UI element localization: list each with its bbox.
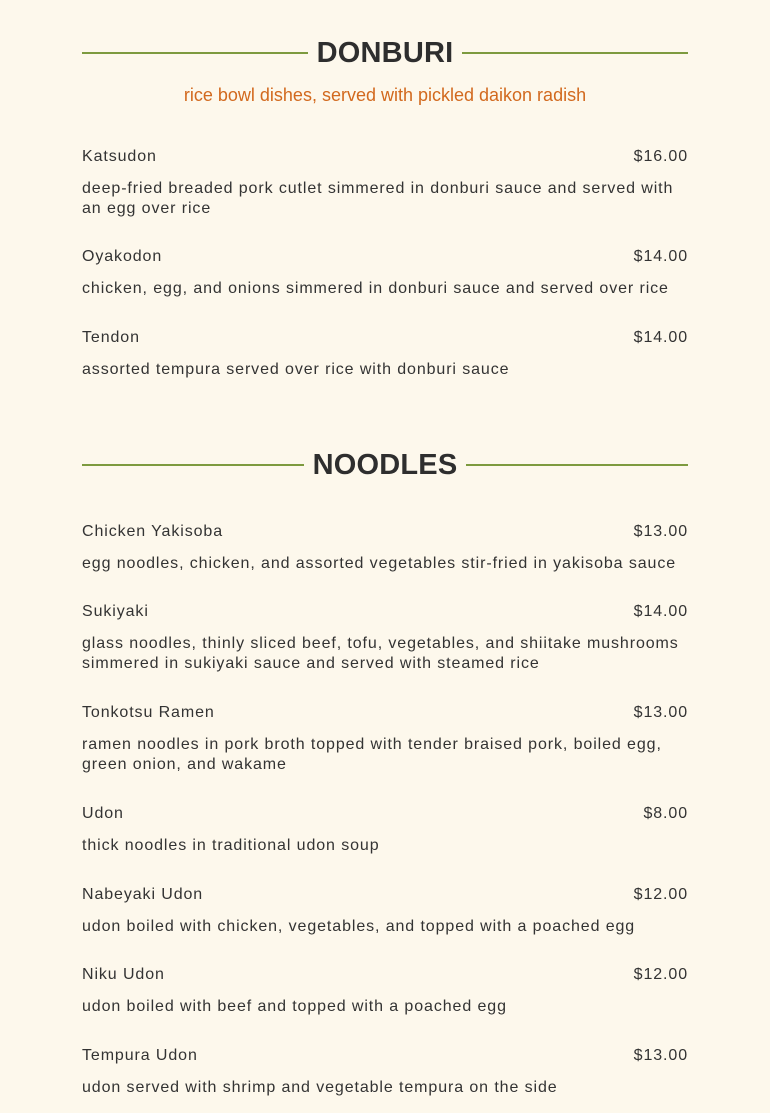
item-name: Tonkotsu Ramen: [82, 704, 215, 721]
item-price: $12.00: [633, 966, 688, 983]
item-name: Niku Udon: [82, 966, 165, 983]
item-header: [82, 602, 688, 622]
item-description: assorted tempura served over rice with donburi sauce: [82, 361, 510, 378]
menu: [82, 0, 688, 1098]
item-name: Sukiyaki: [82, 603, 149, 620]
item-price: $8.00: [643, 805, 688, 822]
item-price: $14.00: [633, 603, 688, 620]
section-header: [82, 33, 688, 73]
item-header: [82, 885, 688, 905]
item-header: [82, 522, 688, 542]
item-header: [82, 147, 688, 167]
item-header: [82, 328, 688, 348]
menu-item: [82, 247, 688, 299]
menu-item: [82, 522, 688, 574]
menu-item: [82, 1046, 688, 1098]
section-title: NOODLES: [312, 449, 458, 481]
item-description: udon boiled with beef and topped with a poached egg: [82, 998, 507, 1015]
item-price: $13.00: [633, 523, 688, 540]
item-price: $12.00: [633, 886, 688, 903]
header-rule-right: [462, 52, 688, 54]
item-name: Oyakodon: [82, 248, 163, 265]
item-header: [82, 703, 688, 723]
item-description: deep-fried breaded pork cutlet simmered in donburi sauce and served with an egg over rice: [82, 180, 674, 217]
menu-item: [82, 147, 688, 219]
section-title: DONBURI: [316, 37, 454, 69]
item-header: [82, 247, 688, 267]
menu-item: [82, 965, 688, 1017]
item-price: $16.00: [633, 148, 688, 165]
item-header: [82, 804, 688, 824]
item-name: Tempura Udon: [82, 1047, 198, 1064]
section-noodles: [82, 380, 688, 1098]
header-rule-left: [82, 52, 308, 54]
menu-item: [82, 885, 688, 937]
header-rule-right: [466, 464, 688, 466]
item-name: Tendon: [82, 329, 140, 346]
menu-item: [82, 804, 688, 856]
item-header: [82, 965, 688, 985]
menu-item: [82, 328, 688, 380]
menu-item: [82, 703, 688, 775]
section-subtitle: rice bowl dishes, served with pickled daikon radish: [183, 85, 587, 105]
item-name: Katsudon: [82, 148, 157, 165]
item-description: glass noodles, thinly sliced beef, tofu, vegetables, and shiitake mushrooms simmered in sukiyaki sauce and served with steamed rice: [82, 635, 679, 672]
header-rule-left: [82, 464, 304, 466]
item-name: Nabeyaki Udon: [82, 886, 204, 903]
menu-item: [82, 602, 688, 674]
item-header: [82, 1046, 688, 1066]
item-price: $14.00: [633, 329, 688, 346]
item-description: thick noodles in traditional udon soup: [82, 837, 380, 854]
item-price: $13.00: [633, 1047, 688, 1064]
item-name: Udon: [82, 805, 124, 822]
item-description: udon boiled with chicken, vegetables, and topped with a poached egg: [82, 918, 636, 935]
section-header: [82, 445, 688, 485]
item-price: $13.00: [633, 704, 688, 721]
item-description: ramen noodles in pork broth topped with tender braised pork, boiled egg, green onion, and wakame: [82, 736, 662, 773]
item-description: udon served with shrimp and vegetable tempura on the side: [82, 1079, 558, 1096]
item-description: egg noodles, chicken, and assorted vegetables stir-fried in yakisoba sauce: [82, 555, 677, 572]
item-price: $14.00: [633, 248, 688, 265]
item-description: chicken, egg, and onions simmered in donburi sauce and served over rice: [82, 280, 669, 297]
section-donburi: [82, 0, 688, 380]
item-name: Chicken Yakisoba: [82, 523, 223, 540]
